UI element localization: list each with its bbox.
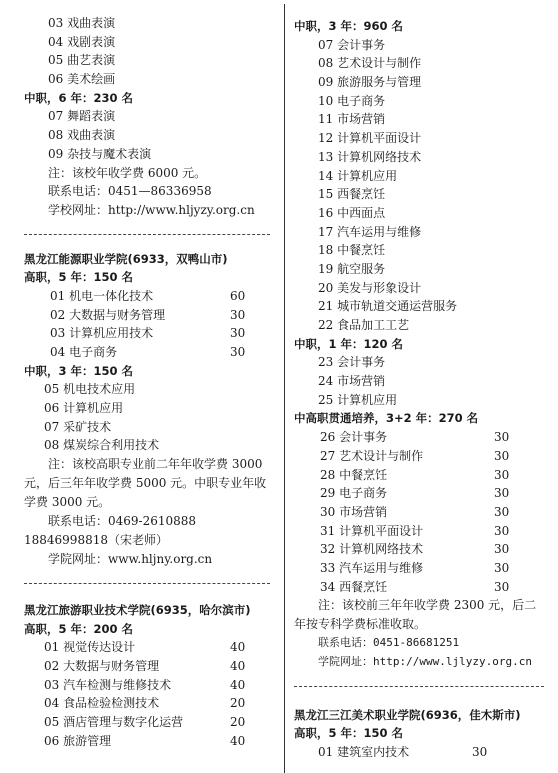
major-name: 26 会计事务	[320, 430, 388, 445]
major-name: 28 中餐烹饪	[320, 467, 388, 482]
table-row	[24, 676, 274, 695]
column-divider	[284, 4, 285, 773]
quota: 30	[230, 345, 246, 359]
school-title: 黑龙江三江美术职业学院(6936，佳木斯市)	[294, 707, 521, 722]
quota: 30	[494, 542, 510, 557]
list-item: 25 计算机应用	[318, 392, 398, 407]
major-name: 27 艺术设计与制作	[320, 448, 424, 463]
section-heading: 高职，5 年：150 名	[24, 270, 134, 285]
table-row	[24, 732, 274, 751]
school-website[interactable]: 学院网址：www.hljny.org.cn	[48, 552, 213, 567]
left-column	[24, 14, 274, 750]
fee-note: 注：该校前三年年收学费 2300 元，后二年按专科学费标准收取。	[294, 598, 537, 632]
table-row	[294, 503, 548, 522]
quota: 30	[472, 745, 488, 760]
table-row	[24, 306, 274, 325]
list-item: 19 航空服务	[318, 261, 386, 276]
major-name: 06 旅游管理	[44, 733, 112, 748]
table-row	[294, 559, 548, 578]
list-item: 09 杂技与魔术表演	[48, 146, 152, 161]
section-heading: 中高职贯通培养，3+2 年：270 名	[294, 411, 479, 426]
table-row	[24, 324, 274, 343]
table-row	[294, 484, 548, 503]
major-name: 05 酒店管理与数字化运营	[44, 714, 184, 729]
major-name: 33 汽车运用与维修	[320, 560, 424, 575]
fee-note: 注：该校年收学费 6000 元。	[48, 165, 207, 180]
fee-note: 注：该校高职专业前二年年收学费 3000 元，后三年年收学费 5000 元。中职专业年收学费 3000 元。	[24, 457, 267, 510]
list-item: 17 汽车运用与维修	[318, 224, 422, 239]
list-item: 11 市场营销	[318, 112, 386, 127]
major-name: 29 电子商务	[320, 486, 388, 501]
major-name: 01 建筑室内技术	[318, 745, 410, 760]
list-item: 07 舞蹈表演	[48, 109, 116, 124]
section-heading: 高职，5 年：200 名	[24, 621, 134, 636]
section-heading: 中职，1 年：120 名	[294, 336, 404, 351]
section-heading: 中职，3 年：960 名	[294, 19, 404, 33]
major-name: 03 汽车检测与维修技术	[44, 677, 172, 692]
major-name: 04 电子商务	[50, 345, 118, 359]
contact-phone: 联系电话：0469-2610888 18846998818（宋老师）	[24, 514, 209, 548]
quota: 30	[494, 523, 510, 538]
school-website[interactable]: 学院网址：http://www.ljlyzy.org.cn	[318, 655, 532, 668]
major-name: 04 食品检验检测技术	[44, 696, 160, 711]
quota: 30	[230, 307, 246, 322]
table-row	[24, 713, 274, 732]
list-item: 21 城市轨道交通运营服务	[318, 299, 458, 314]
section-divider	[24, 569, 274, 601]
table-row	[294, 447, 548, 466]
major-name: 01 机电一体化技术	[50, 288, 154, 303]
quota: 30	[494, 579, 510, 594]
major-name: 01 视觉传达设计	[44, 640, 136, 655]
list-item: 06 计算机应用	[44, 401, 124, 416]
quota: 40	[230, 677, 246, 692]
contact-phone: 联系电话：0451—86336958	[48, 184, 212, 199]
section-heading: 中职，6 年：230 名	[24, 90, 134, 105]
section-divider	[294, 672, 548, 706]
table-row	[24, 694, 274, 713]
list-item: 16 中西面点	[318, 205, 386, 220]
quota: 30	[494, 560, 510, 575]
list-item: 07 会计事务	[318, 37, 386, 52]
table-row	[24, 638, 274, 657]
list-item: 09 旅游服务与管理	[318, 75, 422, 90]
table-row	[24, 343, 274, 362]
quota: 30	[494, 467, 510, 482]
quota: 40	[230, 733, 246, 748]
list-item: 18 中餐烹饪	[318, 243, 386, 258]
section-divider	[24, 220, 274, 250]
list-item: 03 戏曲表演	[48, 16, 116, 30]
table-row	[24, 287, 274, 306]
list-item: 05 机电技术应用	[44, 382, 136, 397]
table-row	[294, 743, 548, 762]
list-item: 24 市场营销	[318, 374, 386, 389]
section-heading: 中职，3 年：150 名	[24, 363, 134, 378]
major-name: 30 市场营销	[320, 504, 388, 519]
quota: 30	[494, 486, 510, 501]
list-item: 08 艺术设计与制作	[318, 56, 422, 71]
quota: 20	[230, 696, 246, 711]
list-item: 06 美术绘画	[48, 72, 116, 87]
quota: 40	[230, 658, 246, 673]
quota: 30	[494, 448, 510, 463]
list-item: 14 计算机应用	[318, 168, 398, 183]
list-item: 04 戏剧表演	[48, 34, 116, 49]
table-row	[24, 657, 274, 676]
major-name: 34 西餐烹饪	[320, 579, 388, 594]
school-title: 黑龙江能源职业学院(6933，双鸭山市)	[24, 251, 228, 266]
list-item: 08 煤炭综合利用技术	[44, 438, 160, 453]
school-title: 黑龙江旅游职业技术学院(6935，哈尔滨市)	[24, 602, 251, 617]
list-item: 22 食品加工工艺	[318, 318, 410, 332]
table-row	[294, 522, 548, 541]
list-item: 20 美发与形象设计	[318, 280, 422, 295]
major-name: 31 计算机平面设计	[320, 523, 424, 538]
school-website[interactable]: 学校网址：http://www.hljyzy.org.cn	[48, 202, 255, 217]
major-name: 02 大数据与财务管理	[50, 307, 166, 322]
list-item: 23 会计事务	[318, 355, 386, 370]
table-row	[294, 578, 548, 597]
section-heading: 高职，5 年：150 名	[294, 726, 404, 741]
quota: 30	[494, 430, 510, 445]
right-column	[294, 17, 548, 762]
list-item: 12 计算机平面设计	[318, 131, 422, 146]
contact-phone: 联系电话：0451-86681251	[318, 636, 460, 650]
list-item: 05 曲艺表演	[48, 53, 116, 68]
major-name: 03 计算机应用技术	[50, 326, 154, 341]
table-row	[294, 428, 548, 447]
table-row	[294, 466, 548, 485]
quota: 40	[230, 640, 246, 655]
major-name: 02 大数据与财务管理	[44, 658, 160, 673]
table-row	[294, 540, 548, 559]
quota: 20	[230, 714, 246, 729]
quota: 60	[230, 288, 246, 303]
quota: 30	[494, 504, 510, 519]
list-item: 07 采矿技术	[44, 419, 112, 434]
list-item: 13 计算机网络技术	[318, 149, 422, 164]
list-item: 08 戏曲表演	[48, 128, 116, 143]
list-item: 15 西餐烹饪	[318, 187, 386, 202]
major-name: 32 计算机网络技术	[320, 542, 424, 557]
quota: 30	[230, 326, 246, 341]
list-item: 10 电子商务	[318, 93, 386, 108]
